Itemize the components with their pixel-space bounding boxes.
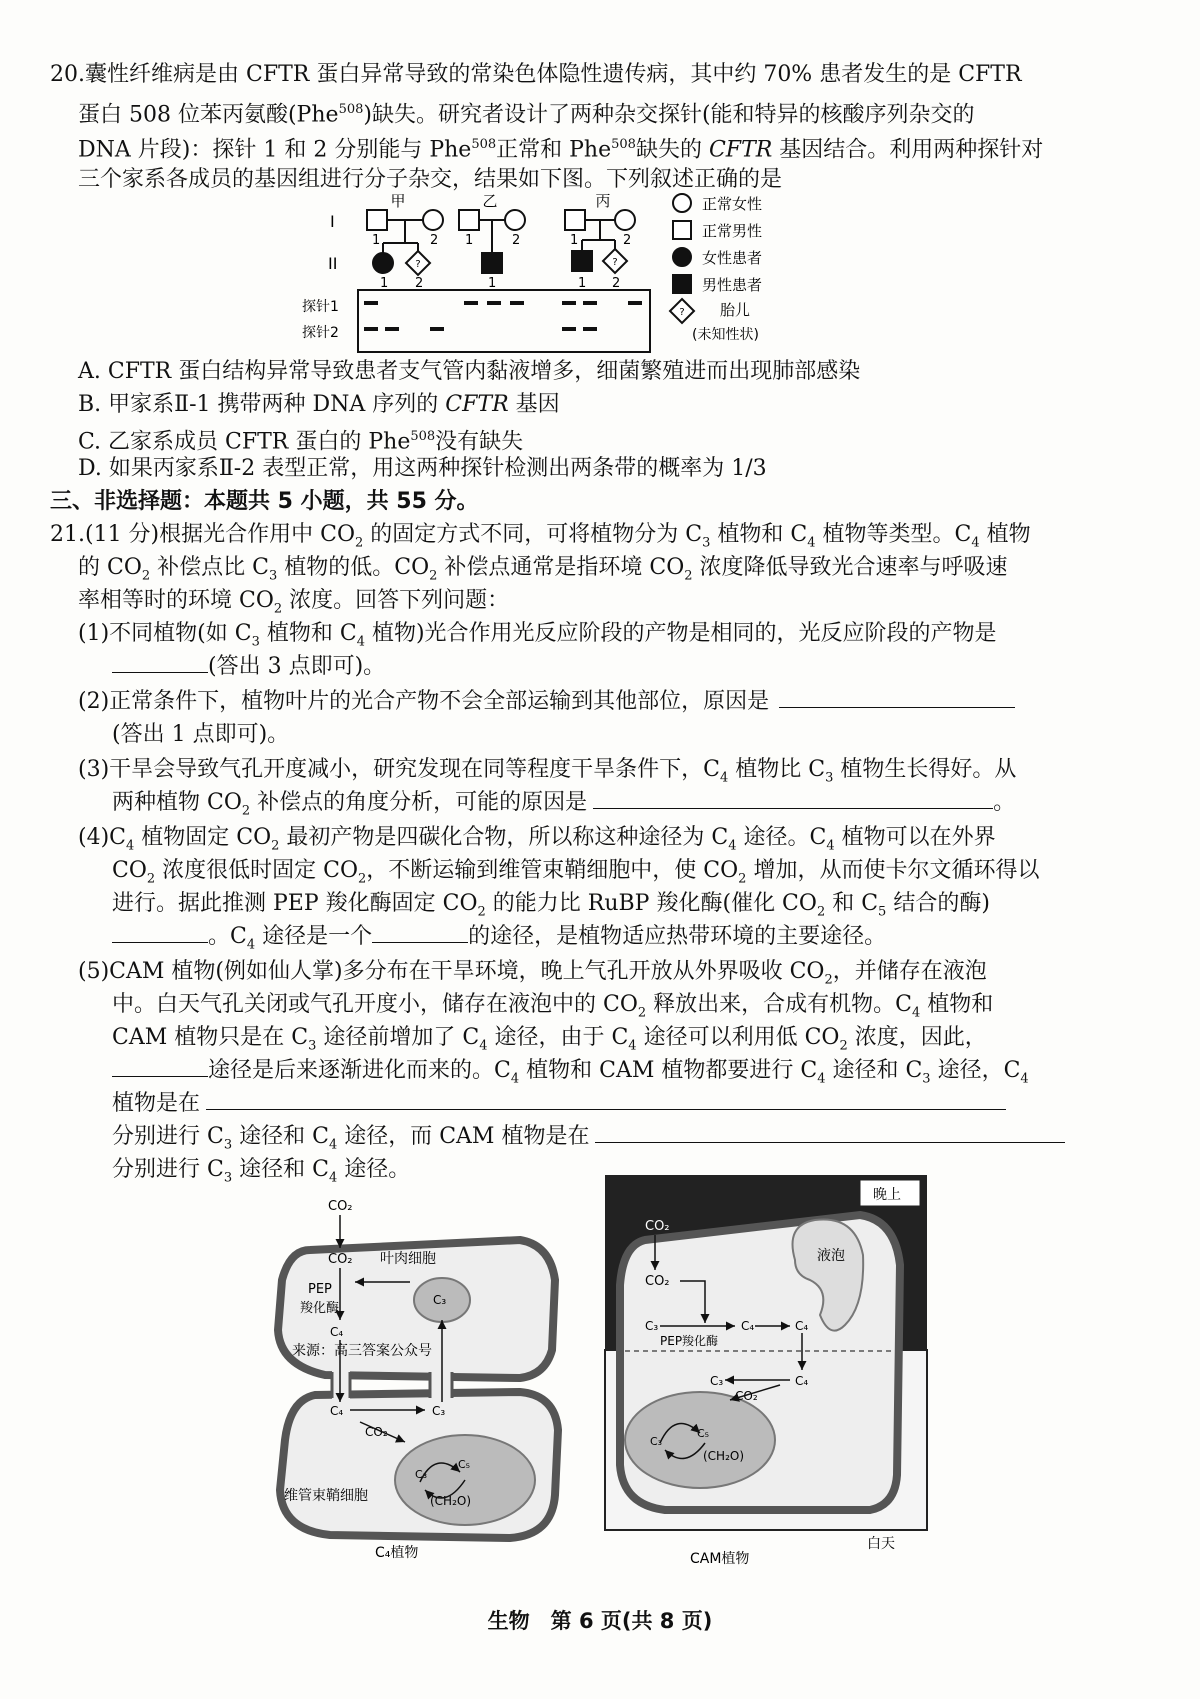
num: 1 [570, 233, 579, 248]
num: 2 [612, 276, 621, 291]
c4-mesophyll-c3: C₃ [433, 1293, 447, 1307]
probe-box [358, 290, 650, 352]
legend-normal-male: 正常男性 [702, 222, 763, 240]
calvin-ch2o: (CH₂O) [430, 1494, 472, 1508]
calvin-c3: C₃ [415, 1468, 428, 1481]
answer-blank-1[interactable] [112, 652, 208, 673]
cam-c3-night: C₃ [645, 1319, 659, 1333]
legend-female-patient: 女性患者 [702, 249, 763, 267]
num: 2 [623, 233, 632, 248]
legend-normal-male-icon [673, 221, 691, 239]
band-p2-jia-II1 [430, 327, 444, 331]
answer-blank-4[interactable] [112, 922, 208, 943]
vacuole-label: 液泡 [817, 1248, 845, 1264]
q21-part5-line1: (5)CAM 植物(例如仙人掌)多分布在干旱环境，晚上气孔开放从外界吸收 $CO_2$，并储存在液泡 [78, 959, 987, 988]
legend-normal-female: 正常女性 [702, 195, 763, 213]
c4-plant-figure [270, 1190, 590, 1560]
band-p1-bing-I1 [562, 301, 576, 305]
legend-male-patient: 男性患者 [702, 276, 763, 294]
probe2-label: 探针2 [302, 325, 339, 341]
legend-female-patient-icon [673, 248, 691, 266]
q21-part5-line5: 植物是在 [112, 1089, 1006, 1119]
answer-blank-3[interactable] [593, 788, 993, 809]
cam-co2-outside: CO₂ [645, 1219, 670, 1234]
q21-part4-line4: 。$C_4$ 途径是一个 的途径，是植物适应热带环境的主要途径。 [112, 922, 886, 960]
cam-plant-figure [605, 1175, 935, 1565]
q20-line-4: 三个家系各成员的基因组进行分子杂交，结果如下图。下列叙述正确的是 [78, 167, 783, 192]
answer-blank-6[interactable] [112, 1056, 208, 1077]
cam-calvin-c5: C₅ [697, 1427, 710, 1440]
q21-intro-1: 21.(11 分)根据光合作用中 $CO_2$ 的固定方式不同，可将植物分为 $C_3$ 植物和 $C_4$ 植物等类型。$C_4$ 植物 [50, 522, 1031, 551]
q21-part1-answer: (答出 3 点即可)。 [112, 652, 385, 682]
num: 1 [465, 233, 474, 248]
band-p1-jia-I1 [364, 301, 378, 305]
c4-caption: C₄植物 [375, 1545, 419, 1561]
band-p2-bing-I1 [562, 327, 576, 331]
fetus-mark: ? [612, 257, 618, 268]
legend-normal-female-icon [673, 194, 691, 212]
calvin-c5: C₅ [458, 1458, 471, 1471]
q21-intro-3: 率相等时的环境 $CO_2$ 浓度。回答下列问题： [78, 588, 510, 617]
band-p1-yi-I2 [487, 301, 501, 305]
generation-I: I [330, 212, 335, 231]
carboxylase-label: 羧化酶 [300, 1301, 340, 1316]
day-label: 白天 [867, 1536, 895, 1552]
bundle-sheath-label: 维管束鞘细胞 [284, 1488, 368, 1504]
family-label-jia: 甲 [390, 192, 406, 210]
bing-I2-normal-female [615, 210, 635, 230]
c4-bundle-co2: CO₂ [365, 1425, 388, 1439]
q21-part2: (2)正常条件下，植物叶片的光合产物不会全部运输到其他部位，原因是 [78, 687, 1015, 717]
num: 1 [578, 276, 587, 291]
cam-c4-day: C₄ [795, 1374, 809, 1388]
bing-II1-male-patient [572, 251, 592, 271]
watermark: 来源：高三答案公众号 [292, 1343, 432, 1359]
fetus-mark: ? [415, 259, 421, 270]
answer-blank-5[interactable] [372, 922, 468, 943]
cam-co2-inside: CO₂ [645, 1274, 670, 1289]
num: 1 [380, 276, 389, 291]
probe1-label: 探针1 [302, 299, 339, 315]
jia-I1-normal-male [367, 210, 387, 230]
q21-part3-line2: 两种植物 $CO_2$ 补偿点的角度分析，可能的原因是 。 [112, 790, 1016, 819]
jia-I2-normal-female [423, 210, 443, 230]
q21-part4-line2: $CO_2$ 浓度很低时固定 $CO_2$，不断运输到维管束鞘细胞中，使 $CO_2$ 增加，从而使卡尔文循环得以 [112, 858, 1040, 887]
family-label-bing: 丙 [595, 192, 611, 210]
c4-bundle-c3: C₃ [432, 1404, 446, 1418]
c4-co2-outside: CO₂ [328, 1199, 353, 1214]
c4-mesophyll-c4: C₄ [330, 1325, 344, 1339]
band-p2-bing-I2 [583, 327, 597, 331]
band-p2-jia-I2 [385, 327, 399, 331]
pedigree-figure [302, 192, 840, 355]
jia-II1-female-patient [373, 253, 393, 273]
answer-blank-2[interactable] [779, 687, 1015, 708]
band-p1-bing-II2 [628, 301, 642, 305]
cam-ch2o: (CH₂O) [703, 1449, 745, 1463]
band-p1-yi-I1 [464, 301, 478, 305]
q21-part5-line7: 分别进行 $C_3$ 途径和 $C_4$ 途径。 [112, 1157, 411, 1186]
mesophyll-label: 叶肉细胞 [380, 1251, 436, 1267]
q21-part1: (1)不同植物(如 $C_3$ 植物和 $C_4$ 植物)光合作用光反应阶段的产物是相同的，光反应阶段的产物是 [78, 621, 997, 650]
num: 1 [488, 276, 497, 291]
q20-line-2: 蛋白 508 位苯丙氨酸(Phe$^{508}$)缺失。研究者设计了两种杂交探针(能和特异的核酸序列杂交的 [78, 102, 975, 128]
answer-blank-7[interactable] [206, 1089, 1006, 1110]
cam-caption: CAM植物 [690, 1551, 750, 1567]
q20-line-3: DNA 片段)：探针 1 和 2 分别能与 Phe$^{508}$正常和 Phe$^{508}$缺失的 CFTR 基因结合。利用两种探针对 [78, 137, 1044, 163]
legend-unknown-trait: (未知性状) [692, 327, 759, 343]
q20-line-1: 20.囊性纤维病是由 CFTR 蛋白异常导致的常染色体隐性遗传病，其中约 70% 患者发生的是 CFTR [50, 62, 1022, 87]
band-p1-bing-I2 [583, 301, 597, 305]
cam-c3-day: C₃ [710, 1374, 724, 1388]
generation-II: II [328, 254, 338, 273]
q21-part5-line2: 中。白天气孔关闭或气孔开度小，储存在液泡中的 $CO_2$ 释放出来，合成有机物。$C_4$ 植物和 [112, 992, 994, 1021]
c4-co2-inside: CO₂ [328, 1252, 353, 1267]
page-footer: 生物 第 6 页(共 8 页) [487, 1609, 713, 1633]
q20-option-c: C. 乙家系成员 CFTR 蛋白的 Phe$^{508}$没有缺失 [78, 429, 524, 455]
cam-calvin-c3: C₃ [650, 1435, 663, 1448]
q21-part5-line3: CAM 植物只是在 $C_3$ 途径前增加了 $C_4$ 途径，由于 $C_4$ 途径可以利用低 $CO_2$ 浓度，因此， [112, 1025, 987, 1054]
q21-intro-2: 的 $CO_2$ 补偿点比 $C_3$ 植物的低。$CO_2$ 补偿点通常是指环境 $CO_2$ 浓度降低导致光合速率与呼吸速 [78, 555, 1008, 584]
q20-option-b: B. 甲家系Ⅱ-1 携带两种 DNA 序列的 CFTR 基因 [78, 392, 560, 417]
cam-c4-vacuole: C₄ [795, 1319, 809, 1333]
q20-option-d: D. 如果丙家系Ⅱ-2 表型正常，用这两种探针检测出两条带的概率为 1/3 [78, 456, 767, 481]
cam-c4-night: C₄ [741, 1319, 755, 1333]
cam-pep-label: PEP羧化酶 [660, 1334, 719, 1348]
cam-co2-day: CO₂ [735, 1389, 758, 1403]
q21-part4-line3: 进行。据此推测 PEP 羧化酶固定 $CO_2$ 的能力比 RuBP 羧化酶(催化 $CO_2$ 和 $C_5$ 结合的酶) [112, 891, 990, 920]
q21-part5-line4: 途径是后来逐渐进化而来的。$C_4$ 植物和 CAM 植物都要进行 $C_4$ 途径和 $C_3$ 途径，$C_4$ [112, 1056, 1029, 1094]
answer-blank-8[interactable] [595, 1122, 1065, 1143]
num: 2 [512, 233, 521, 248]
q20-option-a: A. CFTR 蛋白结构异常导致患者支气管内黏液增多，细菌繁殖进而出现肺部感染 [78, 359, 861, 384]
q21-part2-note: (答出 1 点即可)。 [112, 722, 290, 747]
num: 2 [430, 233, 439, 248]
yi-I2-normal-female [505, 210, 525, 230]
pep-label: PEP [308, 1282, 332, 1297]
c4-bundle-c4: C₄ [330, 1404, 344, 1418]
yi-II1-male-patient [482, 253, 502, 273]
q21-part3-line1: (3)干旱会导致气孔开度减小，研究发现在同等程度干旱条件下，$C_4$ 植物比 $C_3$ 植物生长得好。从 [78, 757, 1017, 786]
num: 2 [415, 276, 424, 291]
bing-I1-normal-male [565, 210, 585, 230]
section-3-heading: 三、非选择题：本题共 5 小题，共 55 分。 [50, 489, 479, 514]
num: 1 [372, 233, 381, 248]
band-p2-jia-I1 [364, 327, 378, 331]
band-p1-yi-II1 [510, 301, 524, 305]
cam-chloroplast [625, 1392, 775, 1488]
night-label: 晚上 [873, 1187, 901, 1203]
q21-part5-line6: 分别进行 $C_3$ 途径和 $C_4$ 途径，而 CAM 植物是在 [112, 1122, 1065, 1160]
yi-I1-normal-male [459, 210, 479, 230]
svg-text:?: ? [679, 307, 685, 318]
legend-fetus: 胎儿 [720, 301, 751, 319]
family-label-yi: 乙 [482, 192, 498, 210]
legend-male-patient-icon [673, 275, 691, 293]
q21-part4-line1: $(4)C_4$ 植物固定 $CO_2$ 最初产物是四碳化合物，所以称这种途径为 $C_4$ 途径。$C_4$ 植物可以在外界 [78, 825, 996, 854]
